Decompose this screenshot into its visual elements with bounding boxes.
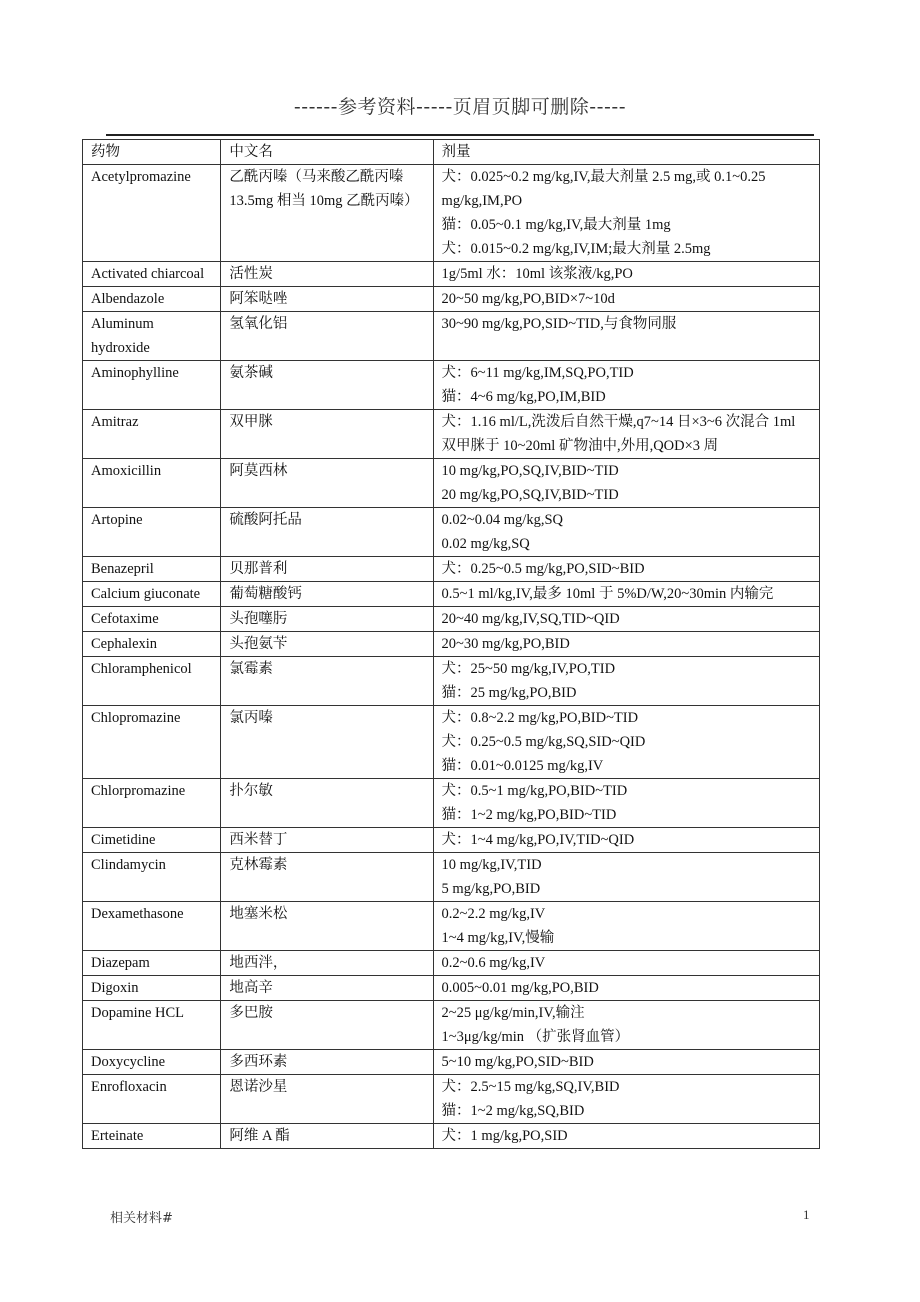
table-row <box>83 459 820 508</box>
dose-line: 20~50 mg/kg,PO,BID×7~10d <box>441 291 615 307</box>
drug-name-cell: Aluminum hydroxide <box>83 312 221 361</box>
dose-cell <box>433 410 819 459</box>
dose-line: 犬：0.25~0.5 mg/kg,PO,SID~BID <box>441 561 645 577</box>
column-header-dose: 剂量 <box>433 140 819 165</box>
dose-cell <box>433 779 819 828</box>
dose-line: 犬：0.8~2.2 mg/kg,PO,BID~TID <box>441 710 639 726</box>
chinese-name-cell: 多巴胺 <box>221 1001 433 1050</box>
table-row <box>83 657 820 706</box>
dose-cell <box>433 976 819 1001</box>
dose-cell <box>433 1001 819 1050</box>
chinese-name-cell: 地高辛 <box>221 976 433 1001</box>
dose-cell <box>433 828 819 853</box>
dose-line: 犬：0.025~0.2 mg/kg,IV,最大剂量 2.5 mg,或 0.1~0.25 mg/kg,IM,PO <box>441 169 766 209</box>
drug-name-cell: Dexamethasone <box>83 902 221 951</box>
chinese-name-cell: 活性炭 <box>221 262 433 287</box>
table-row <box>83 410 820 459</box>
drug-name-cell: Digoxin <box>83 976 221 1001</box>
chinese-name-cell: 氯霉素 <box>221 657 433 706</box>
dose-line: 犬：0.25~0.5 mg/kg,SQ,SID~QID <box>441 734 646 750</box>
table-row <box>83 706 820 779</box>
drug-name-cell: Acetylpromazine <box>83 165 221 262</box>
chinese-name-cell: 头孢噻肟 <box>221 607 433 632</box>
drug-name-cell: Cefotaxime <box>83 607 221 632</box>
dose-line: 10 mg/kg,IV,TID <box>441 857 542 873</box>
table-row <box>83 287 820 312</box>
dose-line: 0.02~0.04 mg/kg,SQ <box>441 512 563 528</box>
page-number: 1 <box>803 1207 810 1222</box>
dose-line: 0.02 mg/kg,SQ <box>441 536 530 552</box>
table-row <box>83 1050 820 1075</box>
chinese-name-cell: 氨茶碱 <box>221 361 433 410</box>
dose-line: 犬：0.015~0.2 mg/kg,IV,IM;最大剂量 2.5mg <box>441 241 711 257</box>
chinese-name-cell: 双甲脒 <box>221 410 433 459</box>
table-row <box>83 165 820 262</box>
drug-name-cell: Benazepril <box>83 557 221 582</box>
chinese-name-cell: 地西泮， <box>221 951 433 976</box>
dose-line: 犬：1~4 mg/kg,PO,IV,TID~QID <box>441 832 635 848</box>
drug-name-cell: Aminophylline <box>83 361 221 410</box>
dose-line: 犬：2.5~15 mg/kg,SQ,IV,BID <box>441 1079 620 1095</box>
dose-line: 犬：0.5~1 mg/kg,PO,BID~TID <box>441 783 628 799</box>
dose-cell <box>433 1075 819 1124</box>
drug-name-cell: Calcium giuconate <box>83 582 221 607</box>
chinese-name-cell: 扑尔敏 <box>221 779 433 828</box>
dose-line: 猫：25 mg/kg,PO,BID <box>441 685 577 701</box>
dose-line: 犬：25~50 mg/kg,IV,PO,TID <box>441 661 616 677</box>
chinese-name-cell: 乙酰丙嗪（马来酸乙酰丙嗪13.5mg 相当 10mg 乙酰丙嗪） <box>221 165 433 262</box>
dose-line: 猫：1~2 mg/kg,SQ,BID <box>441 1103 585 1119</box>
table-row <box>83 976 820 1001</box>
drug-name-cell: Chlorpromazine <box>83 779 221 828</box>
drug-dosage-table <box>82 139 820 1149</box>
dose-cell <box>433 165 819 262</box>
drug-name-cell: Artopine <box>83 508 221 557</box>
dose-line: 20~30 mg/kg,PO,BID <box>441 636 570 652</box>
dose-cell <box>433 287 819 312</box>
table-row <box>83 951 820 976</box>
table-row <box>83 828 820 853</box>
column-header-chinese-name: 中文名 <box>221 140 433 165</box>
dose-cell <box>433 951 819 976</box>
dose-line: 0.2~2.2 mg/kg,IV <box>441 906 546 922</box>
chinese-name-cell: 硫酸阿托品 <box>221 508 433 557</box>
dose-line: 2~25 μg/kg/min,IV,输注 <box>441 1005 585 1021</box>
table-row <box>83 632 820 657</box>
drug-name-cell: Doxycycline <box>83 1050 221 1075</box>
dose-line: 1~4 mg/kg,IV,慢输 <box>441 930 555 946</box>
table-row <box>83 1001 820 1050</box>
footer-note: 相关材料# <box>110 1211 173 1226</box>
chinese-name-cell: 葡萄糖酸钙 <box>221 582 433 607</box>
page-header-watermark: ------参考资料-----页眉页脚可删除----- <box>293 96 627 118</box>
table-row <box>83 508 820 557</box>
table-row <box>83 262 820 287</box>
dose-line: 5~10 mg/kg,PO,SID~BID <box>441 1054 594 1070</box>
dose-cell <box>433 1124 819 1149</box>
dose-cell <box>433 557 819 582</box>
table-row <box>83 1124 820 1149</box>
dose-line: 5 mg/kg,PO,BID <box>441 881 541 897</box>
chinese-name-cell: 地塞米松 <box>221 902 433 951</box>
table-row <box>83 902 820 951</box>
dose-line: 1~3μg/kg/min （扩张肾血管） <box>441 1029 630 1045</box>
dose-cell <box>433 1050 819 1075</box>
chinese-name-cell: 恩诺沙星 <box>221 1075 433 1124</box>
dose-cell <box>433 902 819 951</box>
chinese-name-cell: 阿莫西林 <box>221 459 433 508</box>
dose-cell <box>433 508 819 557</box>
drug-name-cell: Activated chiarcoal <box>83 262 221 287</box>
dose-cell <box>433 262 819 287</box>
drug-name-cell: Dopamine HCL <box>83 1001 221 1050</box>
dose-line: 10 mg/kg,PO,SQ,IV,BID~TID <box>441 463 619 479</box>
dose-line: 猫：1~2 mg/kg,PO,BID~TID <box>441 807 617 823</box>
dose-line: 1g/5ml 水：10ml 该浆液/kg,PO <box>441 266 633 282</box>
drug-name-cell: Diazepam <box>83 951 221 976</box>
dose-cell <box>433 459 819 508</box>
drug-name-cell: Clindamycin <box>83 853 221 902</box>
dose-cell <box>433 657 819 706</box>
dose-line: 0.005~0.01 mg/kg,PO,BID <box>441 980 599 996</box>
table-row <box>83 1075 820 1124</box>
chinese-name-cell: 西米替丁 <box>221 828 433 853</box>
table-row <box>83 779 820 828</box>
table-row <box>83 361 820 410</box>
dose-line: 0.2~0.6 mg/kg,IV <box>441 955 546 971</box>
chinese-name-cell: 克林霉素 <box>221 853 433 902</box>
header-rule <box>106 134 814 136</box>
chinese-name-cell: 氢氧化铝 <box>221 312 433 361</box>
chinese-name-cell: 阿笨哒唑 <box>221 287 433 312</box>
drug-name-cell: Amoxicillin <box>83 459 221 508</box>
dose-cell <box>433 706 819 779</box>
chinese-name-cell: 氯丙嗪 <box>221 706 433 779</box>
dose-cell <box>433 632 819 657</box>
table-row <box>83 557 820 582</box>
drug-name-cell: Amitraz <box>83 410 221 459</box>
drug-name-cell: Albendazole <box>83 287 221 312</box>
dose-cell <box>433 607 819 632</box>
dose-line: 猫：0.01~0.0125 mg/kg,IV <box>441 758 604 774</box>
dose-line: 犬：1 mg/kg,PO,SID <box>441 1128 568 1144</box>
drug-name-cell: Chlopromazine <box>83 706 221 779</box>
table-row <box>83 312 820 361</box>
dose-line: 20~40 mg/kg,IV,SQ,TID~QID <box>441 611 620 627</box>
drug-name-cell: Enrofloxacin <box>83 1075 221 1124</box>
drug-name-cell: Chloramphenicol <box>83 657 221 706</box>
dose-line: 猫：4~6 mg/kg,PO,IM,BID <box>441 389 606 405</box>
column-header-drug: 药物 <box>83 140 221 165</box>
dose-line: 20 mg/kg,PO,SQ,IV,BID~TID <box>441 487 619 503</box>
dose-line: 犬：1.16 ml/L,洗泼后自然干燥,q7~14 日×3~6 次混合 1ml 双甲脒于 10~20ml 矿物油中,外用,QOD×3 周 <box>441 414 796 454</box>
dose-cell <box>433 361 819 410</box>
dose-line: 0.5~1 ml/kg,IV,最多 10ml 于 5%D/W,20~30min 内输完 <box>441 586 774 602</box>
drug-name-cell: Erteinate <box>83 1124 221 1149</box>
table-row <box>83 607 820 632</box>
table-row <box>83 582 820 607</box>
chinese-name-cell: 阿维 A 酯 <box>221 1124 433 1149</box>
dose-line: 猫：0.05~0.1 mg/kg,IV,最大剂量 1mg <box>441 217 671 233</box>
dose-cell <box>433 853 819 902</box>
drug-name-cell: Cephalexin <box>83 632 221 657</box>
dose-line: 犬：6~11 mg/kg,IM,SQ,PO,TID <box>441 365 634 381</box>
dose-cell <box>433 582 819 607</box>
dose-cell <box>433 312 819 361</box>
dose-line: 30~90 mg/kg,PO,SID~TID,与食物同服 <box>441 316 677 332</box>
drug-name-cell: Cimetidine <box>83 828 221 853</box>
chinese-name-cell: 头孢氨苄 <box>221 632 433 657</box>
chinese-name-cell: 贝那普利 <box>221 557 433 582</box>
table-header-row <box>83 140 820 165</box>
chinese-name-cell: 多西环素 <box>221 1050 433 1075</box>
table-row <box>83 853 820 902</box>
